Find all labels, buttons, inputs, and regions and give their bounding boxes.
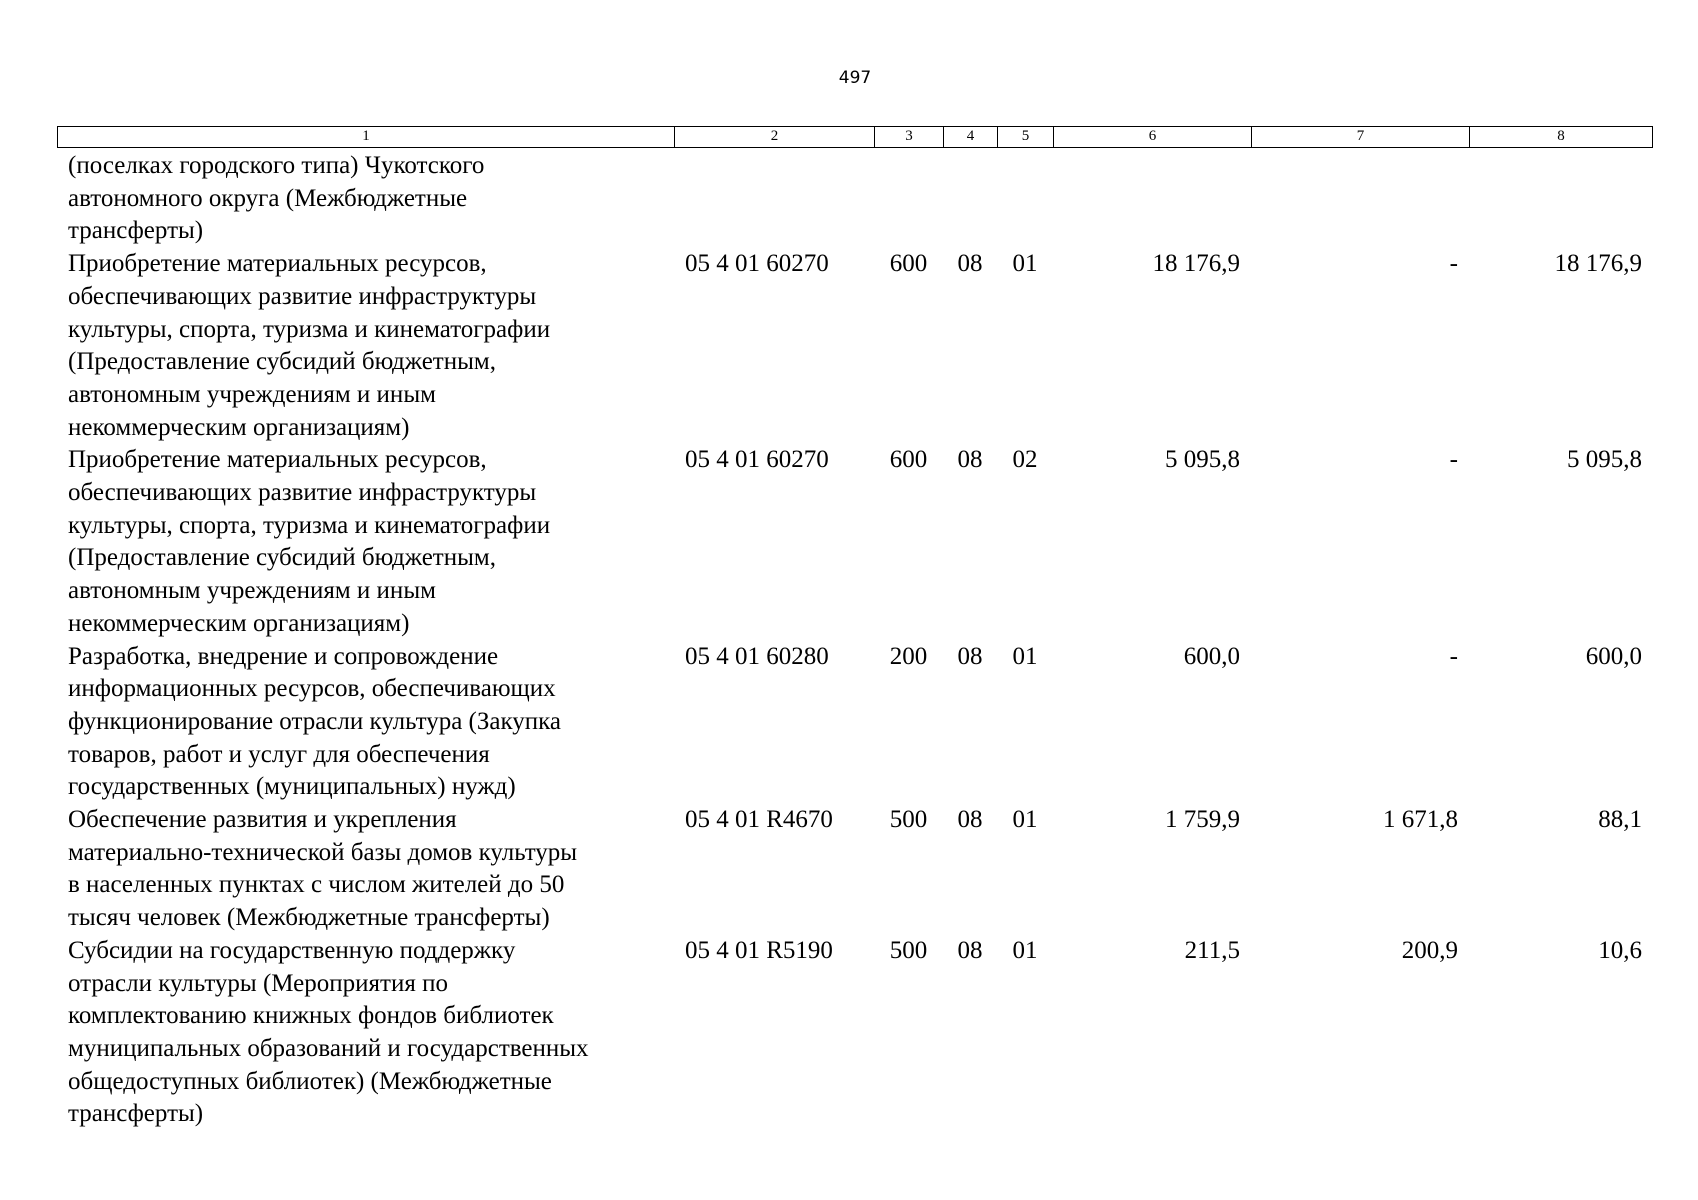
section-code: 08 — [957, 250, 983, 278]
column-header-2: 2 — [675, 127, 875, 147]
subsection-code: 02 — [1012, 446, 1038, 474]
description-line: функционирование отрасли культура (Закупка — [68, 707, 562, 735]
amount-column-8: 88,1 — [1598, 806, 1642, 834]
expense-type-code: 600 — [889, 446, 928, 474]
target-article-code: 05 4 01 60270 — [685, 446, 829, 474]
amount-column-8: 5 095,8 — [1567, 446, 1642, 474]
item-description — [57, 444, 674, 640]
amount-column-7: - — [1449, 250, 1458, 278]
description-line: (Предоставление субсидий бюджетным, — [68, 544, 496, 572]
column-header-1: 1 — [58, 127, 675, 147]
column-header-row — [57, 126, 1653, 148]
description-line: в населенных пунктах с числом жителей до 50 — [68, 871, 565, 899]
item-description — [57, 641, 674, 805]
description-line: Субсидии на государственную поддержку — [68, 936, 516, 964]
item-description — [57, 150, 674, 248]
amount-column-8: 600,0 — [1585, 642, 1642, 670]
description-line: автономного округа (Межбюджетные — [68, 184, 468, 212]
section-code: 08 — [957, 446, 983, 474]
expense-type-code: 200 — [889, 642, 928, 670]
amount-column-8: 10,6 — [1598, 936, 1642, 964]
description-line: общедоступных библиотек) (Межбюджетные — [68, 1067, 552, 1095]
amount-total: 1 759,9 — [1165, 806, 1240, 834]
description-line: информационных ресурсов, обеспечивающих — [68, 675, 556, 703]
target-article-code: 05 4 01 R4670 — [685, 806, 833, 834]
description-line: комплектованию книжных фондов библиотек — [68, 1002, 554, 1030]
description-line: культуры, спорта, туризма и кинематографии — [68, 315, 551, 343]
amount-total: 600,0 — [1183, 642, 1240, 670]
table-row — [57, 150, 1653, 248]
description-line: (Предоставление субсидий бюджетным, — [68, 348, 496, 376]
table-row — [57, 935, 1653, 1131]
table-row — [57, 804, 1653, 935]
section-code: 08 — [957, 806, 983, 834]
subsection-code: 01 — [1012, 250, 1038, 278]
amount-total: 5 095,8 — [1165, 446, 1240, 474]
column-header-6: 6 — [1054, 127, 1252, 147]
table-body — [57, 150, 1653, 1131]
item-description — [57, 804, 674, 935]
expense-type-code: 500 — [889, 936, 928, 964]
description-line: государственных (муниципальных) нужд) — [68, 773, 516, 801]
column-header-7: 7 — [1252, 127, 1470, 147]
amount-column-7: 1 671,8 — [1383, 806, 1458, 834]
description-line: трансферты) — [68, 217, 204, 245]
column-header-5: 5 — [998, 127, 1054, 147]
expense-type-code: 600 — [889, 250, 928, 278]
description-line: некоммерческим организациям) — [68, 609, 410, 637]
description-line: Обеспечение развития и укрепления — [68, 806, 457, 834]
amount-column-7: 200,9 — [1401, 936, 1458, 964]
description-line: автономным учреждениям и иным — [68, 577, 436, 605]
description-line: Приобретение материальных ресурсов, — [68, 446, 487, 474]
target-article-code: 05 4 01 60270 — [685, 250, 829, 278]
subsection-code: 01 — [1012, 642, 1038, 670]
item-description — [57, 935, 674, 1131]
column-header-8: 8 — [1557, 128, 1565, 144]
description-line: Разработка, внедрение и сопровождение — [68, 642, 499, 670]
table-row — [57, 248, 1653, 444]
description-line: трансферты) — [68, 1100, 204, 1128]
target-article-code: 05 4 01 R5190 — [685, 936, 833, 964]
section-code: 08 — [957, 936, 983, 964]
description-line: материально-технической базы домов культуры — [68, 838, 578, 866]
target-article-code: 05 4 01 60280 — [685, 642, 829, 670]
amount-column-7: - — [1449, 642, 1458, 670]
subsection-code: 01 — [1012, 936, 1038, 964]
description-line: обеспечивающих развитие инфраструктуры — [68, 282, 537, 310]
description-line: культуры, спорта, туризма и кинематографии — [68, 511, 551, 539]
table-row — [57, 444, 1653, 640]
table-row — [57, 641, 1653, 805]
column-header-4: 4 — [944, 127, 998, 147]
description-line: некоммерческим организациям) — [68, 413, 410, 441]
amount-total: 211,5 — [1184, 936, 1240, 964]
description-line: (поселках городского типа) Чукотского — [68, 152, 485, 179]
description-line: обеспечивающих развитие инфраструктуры — [68, 479, 537, 507]
subsection-code: 01 — [1012, 806, 1038, 834]
description-line: тысяч человек (Межбюджетные трансферты) — [68, 904, 550, 932]
description-line: автономным учреждениям и иным — [68, 380, 436, 408]
column-header-3: 3 — [875, 127, 944, 147]
section-code: 08 — [957, 642, 983, 670]
page-number: 497 — [838, 68, 872, 88]
amount-column-8: 18 176,9 — [1554, 250, 1642, 278]
description-line: Приобретение материальных ресурсов, — [68, 250, 487, 278]
expense-type-code: 500 — [889, 806, 928, 834]
description-line: отрасли культуры (Мероприятия по — [68, 969, 448, 997]
amount-total: 18 176,9 — [1152, 250, 1240, 278]
item-description — [57, 248, 674, 444]
amount-column-7: - — [1449, 446, 1458, 474]
description-line: товаров, работ и услуг для обеспечения — [68, 740, 490, 768]
description-line: муниципальных образований и государственных — [68, 1034, 589, 1062]
